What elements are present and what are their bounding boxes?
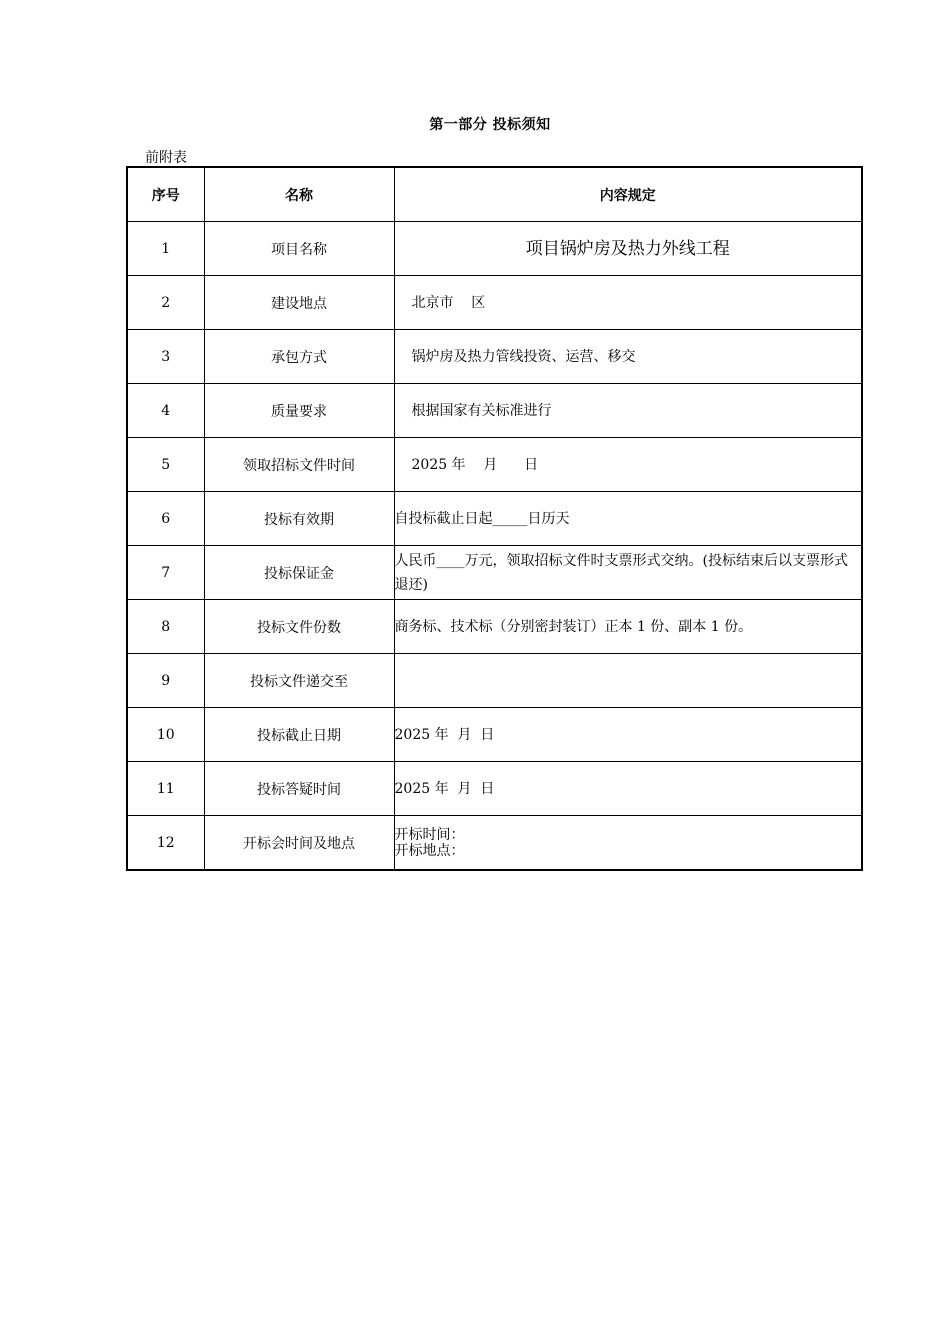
table-row: [127, 600, 862, 654]
opening-location-label: 开标地点：: [394, 842, 465, 859]
row-name: 投标文件递交至: [204, 654, 394, 708]
row-content: 2025 年 月 日: [394, 708, 862, 762]
row-seq: 5: [127, 438, 204, 492]
table-row: [127, 492, 862, 546]
table-row: [127, 654, 862, 708]
row-content: 人民币____万元，领取招标文件时支票形式交纳。(投标结束后以支票形式退还): [394, 546, 862, 600]
row-seq: 11: [127, 762, 204, 816]
row-seq: 4: [127, 384, 204, 438]
table-row: [127, 384, 862, 438]
row-content: 根据国家有关标准进行: [394, 384, 862, 438]
row-content: 2025 年 月 日: [394, 438, 862, 492]
table-row: [127, 330, 862, 384]
row-content: 商务标、技术标（分别密封装订）正本 1 份、副本 1 份。: [394, 600, 862, 654]
bid-info-table: [126, 166, 863, 871]
row-seq: 1: [127, 222, 204, 276]
row-name: 投标答疑时间: [204, 762, 394, 816]
page-title: 第一部分 投标须知: [429, 117, 551, 133]
row-seq: 10: [127, 708, 204, 762]
row-seq: 6: [127, 492, 204, 546]
row-content: [394, 816, 862, 871]
header-seq: 序号: [127, 167, 204, 222]
row-name: 投标文件份数: [204, 600, 394, 654]
table-header-row: [127, 167, 862, 222]
row-name: 承包方式: [204, 330, 394, 384]
row-name: 质量要求: [204, 384, 394, 438]
table-row: [127, 762, 862, 816]
row-name: 项目名称: [204, 222, 394, 276]
table-row: [127, 816, 862, 871]
row-seq: 9: [127, 654, 204, 708]
row-content: 项目锅炉房及热力外线工程: [394, 222, 862, 276]
row-seq: 7: [127, 546, 204, 600]
row-name: 建设地点: [204, 276, 394, 330]
table-caption: 前附表: [145, 150, 187, 166]
row-content: 锅炉房及热力管线投资、运营、移交: [394, 330, 862, 384]
row-content: 自投标截止日起_____日历天: [394, 492, 862, 546]
table-row: [127, 222, 862, 276]
row-seq: 3: [127, 330, 204, 384]
table-row: [127, 276, 862, 330]
row-name: 开标会时间及地点: [204, 816, 394, 871]
row-content: 2025 年 月 日: [394, 762, 862, 816]
row-seq: 8: [127, 600, 204, 654]
row-name: 投标截止日期: [204, 708, 394, 762]
table-row: [127, 546, 862, 600]
row-name: 投标保证金: [204, 546, 394, 600]
table-row: [127, 438, 862, 492]
header-name: 名称: [204, 167, 394, 222]
row-seq: 12: [127, 816, 204, 871]
row-name: 领取招标文件时间: [204, 438, 394, 492]
row-content: 北京市 区: [394, 276, 862, 330]
row-content: [394, 654, 862, 708]
table-row: [127, 708, 862, 762]
opening-time-label: 开标时间：: [394, 826, 465, 843]
row-seq: 2: [127, 276, 204, 330]
header-content: 内容规定: [394, 167, 862, 222]
row-name: 投标有效期: [204, 492, 394, 546]
